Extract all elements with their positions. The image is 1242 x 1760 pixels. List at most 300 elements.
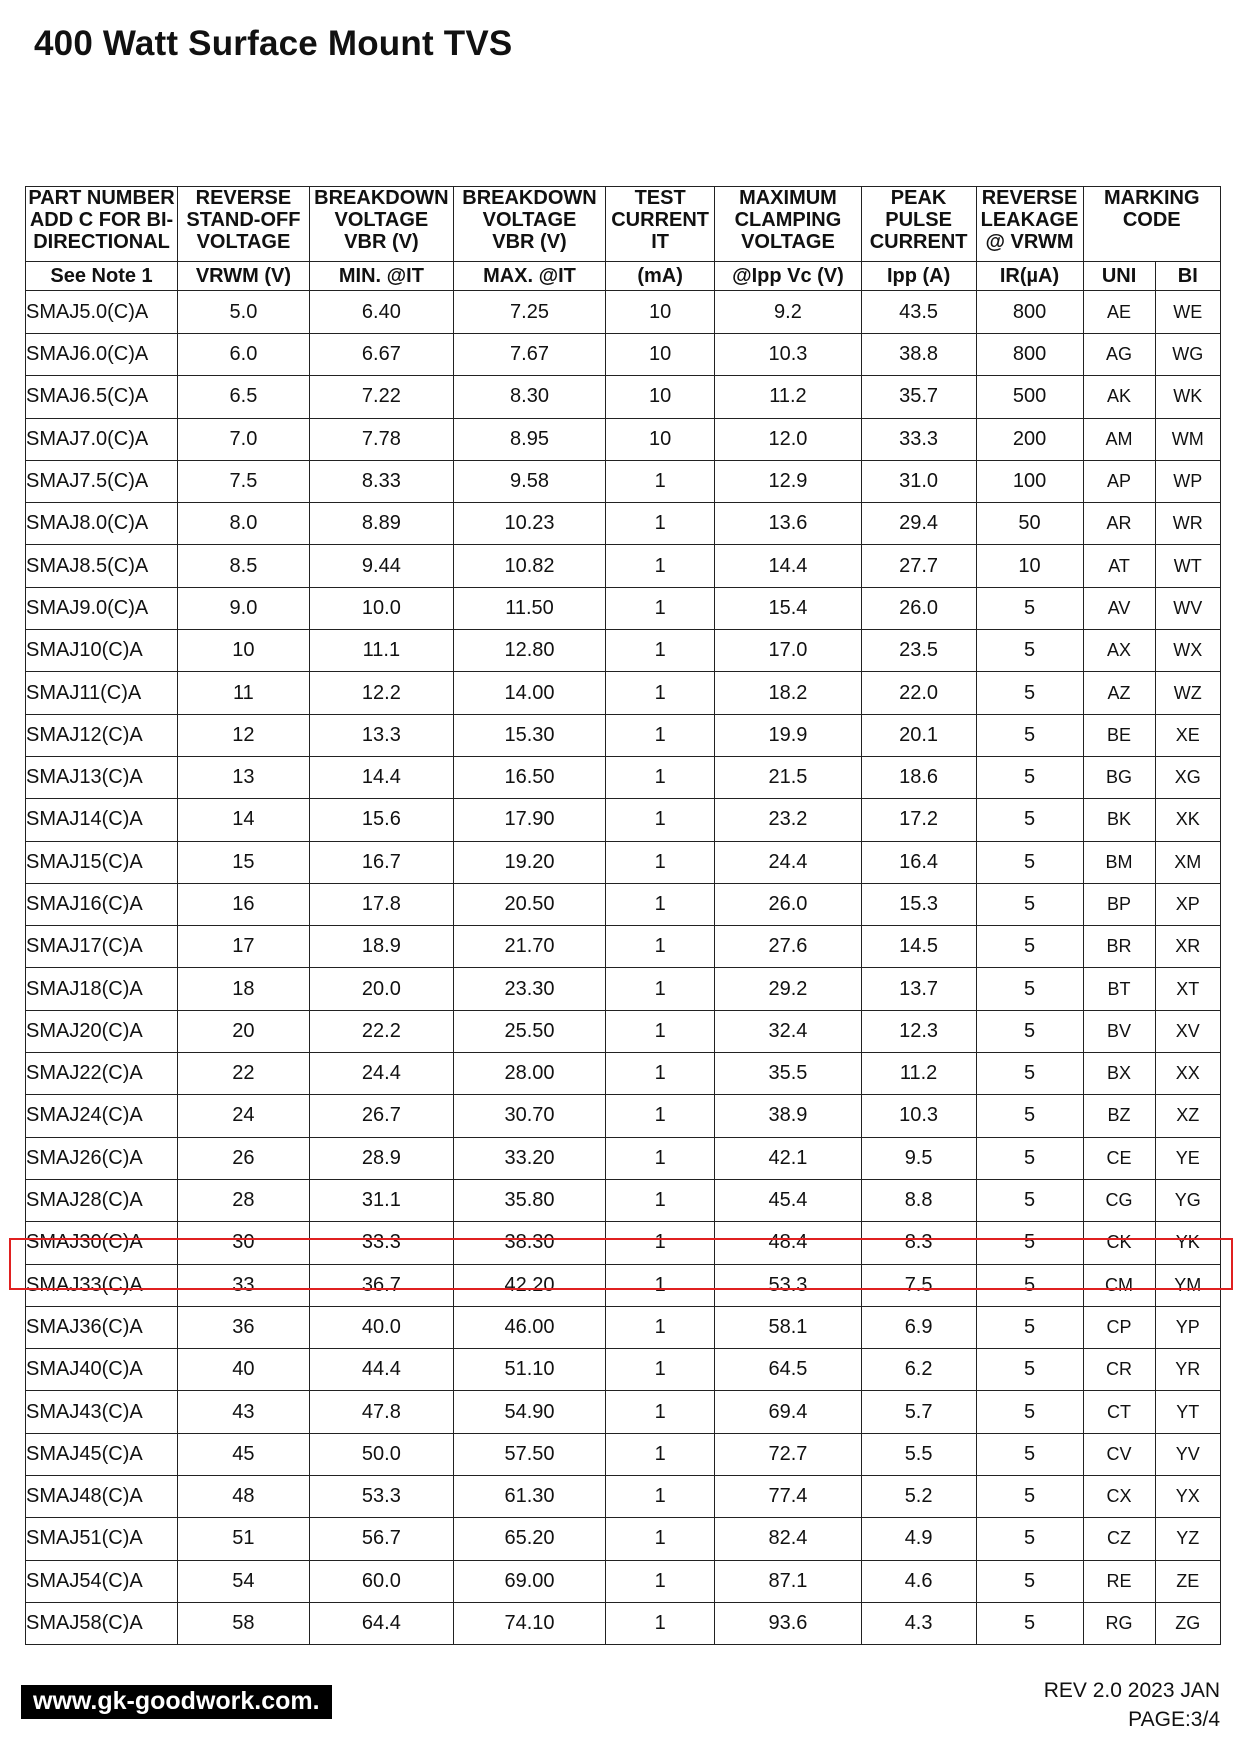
cell-marking-uni: BZ: [1083, 1095, 1155, 1137]
cell-peak-pulse: 13.7: [861, 968, 976, 1010]
cell-part-number: SMAJ13(C)A: [26, 756, 178, 798]
cell-reverse-leakage: 800: [976, 291, 1083, 334]
cell-marking-bi: XZ: [1155, 1095, 1220, 1137]
cell-breakdown-min: 28.9: [309, 1137, 453, 1179]
cell-breakdown-min: 56.7: [309, 1518, 453, 1560]
cell-marking-uni: RE: [1083, 1560, 1155, 1602]
cell-breakdown-min: 8.33: [309, 460, 453, 502]
cell-test-current: 1: [606, 714, 715, 756]
cell-reverse-standoff: 28: [178, 1179, 310, 1221]
cell-reverse-standoff: 9.0: [178, 587, 310, 629]
cell-breakdown-max: 7.67: [453, 334, 605, 376]
cell-reverse-standoff: 17: [178, 926, 310, 968]
cell-breakdown-max: 57.50: [453, 1433, 605, 1475]
cell-reverse-standoff: 7.0: [178, 418, 310, 460]
cell-part-number: SMAJ17(C)A: [26, 926, 178, 968]
cell-breakdown-min: 12.2: [309, 672, 453, 714]
cell-breakdown-min: 50.0: [309, 1433, 453, 1475]
cell-reverse-standoff: 8.5: [178, 545, 310, 587]
cell-breakdown-min: 17.8: [309, 883, 453, 925]
cell-reverse-leakage: 5: [976, 1306, 1083, 1348]
cell-breakdown-max: 35.80: [453, 1179, 605, 1221]
cell-clamping-voltage: 87.1: [715, 1560, 861, 1602]
subheader-cell: VRWM (V): [178, 262, 310, 291]
cell-part-number: SMAJ58(C)A: [26, 1602, 178, 1644]
cell-marking-bi: XK: [1155, 799, 1220, 841]
cell-test-current: 1: [606, 545, 715, 587]
cell-marking-bi: YZ: [1155, 1518, 1220, 1560]
cell-breakdown-max: 16.50: [453, 756, 605, 798]
cell-clamping-voltage: 82.4: [715, 1518, 861, 1560]
cell-part-number: SMAJ36(C)A: [26, 1306, 178, 1348]
cell-reverse-standoff: 40: [178, 1349, 310, 1391]
cell-part-number: SMAJ10(C)A: [26, 630, 178, 672]
cell-marking-uni: AR: [1083, 503, 1155, 545]
cell-test-current: 1: [606, 968, 715, 1010]
table-row: [26, 1053, 1221, 1095]
cell-marking-uni: BM: [1083, 841, 1155, 883]
cell-breakdown-min: 20.0: [309, 968, 453, 1010]
cell-peak-pulse: 20.1: [861, 714, 976, 756]
cell-test-current: 1: [606, 1010, 715, 1052]
cell-peak-pulse: 4.9: [861, 1518, 976, 1560]
cell-peak-pulse: 6.2: [861, 1349, 976, 1391]
cell-clamping-voltage: 18.2: [715, 672, 861, 714]
cell-part-number: SMAJ5.0(C)A: [26, 291, 178, 334]
cell-test-current: 1: [606, 1391, 715, 1433]
cell-peak-pulse: 27.7: [861, 545, 976, 587]
cell-reverse-leakage: 5: [976, 1602, 1083, 1644]
cell-breakdown-max: 33.20: [453, 1137, 605, 1179]
cell-clamping-voltage: 11.2: [715, 376, 861, 418]
cell-peak-pulse: 8.8: [861, 1179, 976, 1221]
cell-part-number: SMAJ14(C)A: [26, 799, 178, 841]
cell-marking-bi: YK: [1155, 1222, 1220, 1264]
cell-breakdown-max: 20.50: [453, 883, 605, 925]
header-row: [26, 187, 1221, 262]
cell-marking-uni: BT: [1083, 968, 1155, 1010]
table-row: [26, 926, 1221, 968]
cell-peak-pulse: 18.6: [861, 756, 976, 798]
cell-breakdown-max: 46.00: [453, 1306, 605, 1348]
cell-clamping-voltage: 24.4: [715, 841, 861, 883]
cell-peak-pulse: 4.3: [861, 1602, 976, 1644]
header-marking-code: MARKING CODE: [1083, 187, 1220, 262]
cell-test-current: 1: [606, 1602, 715, 1644]
cell-reverse-leakage: 5: [976, 1391, 1083, 1433]
cell-reverse-leakage: 5: [976, 968, 1083, 1010]
cell-test-current: 1: [606, 1433, 715, 1475]
cell-marking-bi: XG: [1155, 756, 1220, 798]
cell-breakdown-min: 6.40: [309, 291, 453, 334]
cell-marking-uni: CX: [1083, 1476, 1155, 1518]
cell-reverse-leakage: 5: [976, 1560, 1083, 1602]
cell-clamping-voltage: 13.6: [715, 503, 861, 545]
cell-breakdown-min: 16.7: [309, 841, 453, 883]
cell-marking-uni: AX: [1083, 630, 1155, 672]
cell-breakdown-max: 10.82: [453, 545, 605, 587]
cell-test-current: 1: [606, 756, 715, 798]
cell-reverse-standoff: 51: [178, 1518, 310, 1560]
cell-breakdown-max: 7.25: [453, 291, 605, 334]
cell-part-number: SMAJ22(C)A: [26, 1053, 178, 1095]
cell-marking-uni: AK: [1083, 376, 1155, 418]
cell-reverse-leakage: 5: [976, 1476, 1083, 1518]
cell-breakdown-min: 24.4: [309, 1053, 453, 1095]
cell-test-current: 1: [606, 841, 715, 883]
cell-reverse-leakage: 5: [976, 630, 1083, 672]
cell-test-current: 1: [606, 1476, 715, 1518]
cell-clamping-voltage: 9.2: [715, 291, 861, 334]
cell-marking-uni: CZ: [1083, 1518, 1155, 1560]
cell-part-number: SMAJ20(C)A: [26, 1010, 178, 1052]
table-row: [26, 1602, 1221, 1644]
cell-breakdown-min: 7.22: [309, 376, 453, 418]
cell-peak-pulse: 43.5: [861, 291, 976, 334]
cell-reverse-standoff: 20: [178, 1010, 310, 1052]
cell-reverse-standoff: 22: [178, 1053, 310, 1095]
cell-breakdown-max: 9.58: [453, 460, 605, 502]
cell-breakdown-min: 44.4: [309, 1349, 453, 1391]
cell-reverse-leakage: 5: [976, 714, 1083, 756]
cell-breakdown-max: 8.95: [453, 418, 605, 460]
table-row: [26, 418, 1221, 460]
cell-breakdown-max: 14.00: [453, 672, 605, 714]
cell-marking-uni: CE: [1083, 1137, 1155, 1179]
cell-reverse-standoff: 5.0: [178, 291, 310, 334]
cell-marking-bi: XM: [1155, 841, 1220, 883]
cell-part-number: SMAJ28(C)A: [26, 1179, 178, 1221]
cell-clamping-voltage: 23.2: [715, 799, 861, 841]
cell-reverse-standoff: 14: [178, 799, 310, 841]
header-reverse-leakage: REVERSE LEAKAGE @ VRWM: [976, 187, 1083, 262]
cell-peak-pulse: 14.5: [861, 926, 976, 968]
cell-peak-pulse: 31.0: [861, 460, 976, 502]
revision-label: REV 2.0 2023 JAN: [1043, 1679, 1220, 1702]
cell-marking-uni: RG: [1083, 1602, 1155, 1644]
cell-reverse-standoff: 58: [178, 1602, 310, 1644]
cell-breakdown-min: 6.67: [309, 334, 453, 376]
cell-part-number: SMAJ33(C)A: [26, 1264, 178, 1306]
cell-marking-bi: XT: [1155, 968, 1220, 1010]
cell-test-current: 1: [606, 630, 715, 672]
cell-clamping-voltage: 15.4: [715, 587, 861, 629]
table-row: [26, 587, 1221, 629]
cell-peak-pulse: 12.3: [861, 1010, 976, 1052]
cell-reverse-leakage: 5: [976, 1179, 1083, 1221]
cell-breakdown-max: 54.90: [453, 1391, 605, 1433]
header-test-current: TEST CURRENT IT: [606, 187, 715, 262]
cell-part-number: SMAJ9.0(C)A: [26, 587, 178, 629]
cell-reverse-standoff: 43: [178, 1391, 310, 1433]
cell-reverse-leakage: 10: [976, 545, 1083, 587]
cell-test-current: 1: [606, 1137, 715, 1179]
cell-peak-pulse: 35.7: [861, 376, 976, 418]
cell-marking-bi: YT: [1155, 1391, 1220, 1433]
cell-part-number: SMAJ7.5(C)A: [26, 460, 178, 502]
cell-clamping-voltage: 26.0: [715, 883, 861, 925]
cell-peak-pulse: 23.5: [861, 630, 976, 672]
cell-breakdown-max: 19.20: [453, 841, 605, 883]
subheader-cell: See Note 1: [26, 262, 178, 291]
table-row: [26, 968, 1221, 1010]
cell-marking-bi: WX: [1155, 630, 1220, 672]
table-row: [26, 630, 1221, 672]
table-row: [26, 714, 1221, 756]
table-row: [26, 334, 1221, 376]
table-row: [26, 1433, 1221, 1475]
cell-test-current: 1: [606, 1222, 715, 1264]
cell-reverse-standoff: 11: [178, 672, 310, 714]
cell-marking-uni: BK: [1083, 799, 1155, 841]
cell-reverse-leakage: 5: [976, 1010, 1083, 1052]
cell-reverse-leakage: 5: [976, 1433, 1083, 1475]
cell-breakdown-max: 8.30: [453, 376, 605, 418]
cell-reverse-leakage: 5: [976, 587, 1083, 629]
table-row: [26, 545, 1221, 587]
page-title: 400 Watt Surface Mount TVS: [34, 24, 513, 63]
cell-breakdown-max: 51.10: [453, 1349, 605, 1391]
cell-reverse-standoff: 45: [178, 1433, 310, 1475]
cell-breakdown-min: 64.4: [309, 1602, 453, 1644]
cell-marking-bi: WK: [1155, 376, 1220, 418]
cell-reverse-leakage: 800: [976, 334, 1083, 376]
cell-peak-pulse: 10.3: [861, 1095, 976, 1137]
header-peak-pulse: PEAK PULSE CURRENT: [861, 187, 976, 262]
table-row: [26, 460, 1221, 502]
cell-clamping-voltage: 77.4: [715, 1476, 861, 1518]
cell-part-number: SMAJ48(C)A: [26, 1476, 178, 1518]
cell-reverse-leakage: 5: [976, 1349, 1083, 1391]
cell-clamping-voltage: 38.9: [715, 1095, 861, 1137]
cell-clamping-voltage: 32.4: [715, 1010, 861, 1052]
cell-reverse-standoff: 6.5: [178, 376, 310, 418]
cell-test-current: 1: [606, 503, 715, 545]
cell-test-current: 1: [606, 1179, 715, 1221]
cell-reverse-standoff: 30: [178, 1222, 310, 1264]
cell-peak-pulse: 29.4: [861, 503, 976, 545]
cell-breakdown-min: 7.78: [309, 418, 453, 460]
cell-breakdown-max: 10.23: [453, 503, 605, 545]
cell-breakdown-min: 31.1: [309, 1179, 453, 1221]
cell-clamping-voltage: 64.5: [715, 1349, 861, 1391]
cell-reverse-leakage: 5: [976, 1053, 1083, 1095]
cell-reverse-standoff: 8.0: [178, 503, 310, 545]
cell-marking-bi: XR: [1155, 926, 1220, 968]
cell-clamping-voltage: 12.0: [715, 418, 861, 460]
cell-marking-bi: WE: [1155, 291, 1220, 334]
cell-marking-uni: CG: [1083, 1179, 1155, 1221]
cell-marking-bi: WR: [1155, 503, 1220, 545]
cell-marking-bi: YP: [1155, 1306, 1220, 1348]
table-row: [26, 672, 1221, 714]
cell-clamping-voltage: 17.0: [715, 630, 861, 672]
table-row: [26, 376, 1221, 418]
cell-reverse-standoff: 10: [178, 630, 310, 672]
cell-clamping-voltage: 72.7: [715, 1433, 861, 1475]
header-part-number: PART NUMBER ADD C FOR BI- DIRECTIONAL: [26, 187, 178, 262]
cell-test-current: 10: [606, 334, 715, 376]
cell-marking-bi: YX: [1155, 1476, 1220, 1518]
cell-marking-bi: XV: [1155, 1010, 1220, 1052]
cell-test-current: 1: [606, 1053, 715, 1095]
table-row: [26, 1391, 1221, 1433]
cell-marking-bi: YR: [1155, 1349, 1220, 1391]
cell-part-number: SMAJ30(C)A: [26, 1222, 178, 1264]
cell-clamping-voltage: 10.3: [715, 334, 861, 376]
cell-test-current: 1: [606, 1518, 715, 1560]
header-breakdown-min: BREAKDOWN VOLTAGE VBR (V): [309, 187, 453, 262]
table-row: [26, 1306, 1221, 1348]
cell-breakdown-min: 15.6: [309, 799, 453, 841]
table-row: [26, 503, 1221, 545]
cell-peak-pulse: 38.8: [861, 334, 976, 376]
cell-marking-uni: CM: [1083, 1264, 1155, 1306]
table-row: [26, 883, 1221, 925]
cell-part-number: SMAJ16(C)A: [26, 883, 178, 925]
table-body: [26, 291, 1221, 1645]
cell-reverse-standoff: 26: [178, 1137, 310, 1179]
cell-peak-pulse: 9.5: [861, 1137, 976, 1179]
cell-peak-pulse: 22.0: [861, 672, 976, 714]
cell-reverse-standoff: 33: [178, 1264, 310, 1306]
cell-reverse-leakage: 5: [976, 799, 1083, 841]
cell-test-current: 1: [606, 460, 715, 502]
cell-breakdown-max: 42.20: [453, 1264, 605, 1306]
cell-marking-uni: CP: [1083, 1306, 1155, 1348]
header-reverse-standoff: REVERSE STAND-OFF VOLTAGE: [178, 187, 310, 262]
cell-marking-bi: YG: [1155, 1179, 1220, 1221]
cell-reverse-standoff: 13: [178, 756, 310, 798]
cell-peak-pulse: 8.3: [861, 1222, 976, 1264]
cell-reverse-leakage: 100: [976, 460, 1083, 502]
table-row: [26, 1349, 1221, 1391]
cell-breakdown-min: 18.9: [309, 926, 453, 968]
cell-marking-bi: WZ: [1155, 672, 1220, 714]
cell-breakdown-max: 30.70: [453, 1095, 605, 1137]
cell-test-current: 10: [606, 376, 715, 418]
cell-peak-pulse: 15.3: [861, 883, 976, 925]
cell-marking-uni: AG: [1083, 334, 1155, 376]
table-row: [26, 756, 1221, 798]
cell-part-number: SMAJ6.0(C)A: [26, 334, 178, 376]
cell-test-current: 1: [606, 883, 715, 925]
cell-reverse-leakage: 5: [976, 841, 1083, 883]
cell-marking-uni: BR: [1083, 926, 1155, 968]
cell-part-number: SMAJ8.5(C)A: [26, 545, 178, 587]
cell-peak-pulse: 33.3: [861, 418, 976, 460]
cell-part-number: SMAJ45(C)A: [26, 1433, 178, 1475]
cell-clamping-voltage: 69.4: [715, 1391, 861, 1433]
cell-reverse-leakage: 5: [976, 1222, 1083, 1264]
cell-breakdown-max: 11.50: [453, 587, 605, 629]
cell-reverse-standoff: 36: [178, 1306, 310, 1348]
cell-peak-pulse: 5.7: [861, 1391, 976, 1433]
cell-reverse-leakage: 200: [976, 418, 1083, 460]
cell-breakdown-min: 33.3: [309, 1222, 453, 1264]
cell-reverse-leakage: 500: [976, 376, 1083, 418]
cell-breakdown-min: 53.3: [309, 1476, 453, 1518]
table-row: [26, 1264, 1221, 1306]
table-row: [26, 1476, 1221, 1518]
subheader-cell: IR(µA): [976, 262, 1083, 291]
cell-peak-pulse: 7.5: [861, 1264, 976, 1306]
cell-reverse-leakage: 5: [976, 926, 1083, 968]
cell-breakdown-min: 22.2: [309, 1010, 453, 1052]
cell-test-current: 1: [606, 1560, 715, 1602]
table-row: [26, 1560, 1221, 1602]
cell-reverse-leakage: 50: [976, 503, 1083, 545]
cell-part-number: SMAJ26(C)A: [26, 1137, 178, 1179]
cell-breakdown-max: 25.50: [453, 1010, 605, 1052]
cell-part-number: SMAJ8.0(C)A: [26, 503, 178, 545]
cell-test-current: 10: [606, 291, 715, 334]
cell-breakdown-min: 26.7: [309, 1095, 453, 1137]
cell-reverse-standoff: 7.5: [178, 460, 310, 502]
cell-test-current: 10: [606, 418, 715, 460]
cell-breakdown-min: 13.3: [309, 714, 453, 756]
cell-peak-pulse: 4.6: [861, 1560, 976, 1602]
cell-marking-bi: YE: [1155, 1137, 1220, 1179]
cell-clamping-voltage: 53.3: [715, 1264, 861, 1306]
cell-breakdown-min: 11.1: [309, 630, 453, 672]
cell-peak-pulse: 6.9: [861, 1306, 976, 1348]
cell-reverse-leakage: 5: [976, 672, 1083, 714]
cell-peak-pulse: 11.2: [861, 1053, 976, 1095]
cell-marking-uni: BG: [1083, 756, 1155, 798]
cell-marking-bi: WM: [1155, 418, 1220, 460]
cell-test-current: 1: [606, 672, 715, 714]
cell-reverse-leakage: 5: [976, 883, 1083, 925]
cell-breakdown-min: 10.0: [309, 587, 453, 629]
cell-marking-uni: AE: [1083, 291, 1155, 334]
cell-marking-bi: WV: [1155, 587, 1220, 629]
cell-peak-pulse: 26.0: [861, 587, 976, 629]
cell-test-current: 1: [606, 799, 715, 841]
cell-breakdown-max: 69.00: [453, 1560, 605, 1602]
cell-clamping-voltage: 14.4: [715, 545, 861, 587]
cell-clamping-voltage: 29.2: [715, 968, 861, 1010]
cell-test-current: 1: [606, 1264, 715, 1306]
cell-marking-uni: AZ: [1083, 672, 1155, 714]
cell-reverse-standoff: 6.0: [178, 334, 310, 376]
cell-reverse-standoff: 12: [178, 714, 310, 756]
cell-clamping-voltage: 27.6: [715, 926, 861, 968]
cell-peak-pulse: 17.2: [861, 799, 976, 841]
cell-breakdown-min: 14.4: [309, 756, 453, 798]
cell-clamping-voltage: 35.5: [715, 1053, 861, 1095]
table-row: [26, 1010, 1221, 1052]
table-row: [26, 1095, 1221, 1137]
cell-breakdown-max: 12.80: [453, 630, 605, 672]
subheader-cell: MIN. @IT: [309, 262, 453, 291]
subheader-cell: UNI: [1083, 262, 1155, 291]
subheader-cell: Ipp (A): [861, 262, 976, 291]
cell-breakdown-min: 47.8: [309, 1391, 453, 1433]
page-number: PAGE:3/4: [1128, 1708, 1220, 1731]
table-row: [26, 1222, 1221, 1264]
cell-breakdown-max: 38.30: [453, 1222, 605, 1264]
cell-part-number: SMAJ51(C)A: [26, 1518, 178, 1560]
cell-marking-bi: WG: [1155, 334, 1220, 376]
cell-clamping-voltage: 93.6: [715, 1602, 861, 1644]
cell-marking-uni: AM: [1083, 418, 1155, 460]
cell-marking-uni: AT: [1083, 545, 1155, 587]
cell-breakdown-max: 65.20: [453, 1518, 605, 1560]
cell-marking-uni: BX: [1083, 1053, 1155, 1095]
cell-breakdown-max: 15.30: [453, 714, 605, 756]
cell-breakdown-max: 74.10: [453, 1602, 605, 1644]
